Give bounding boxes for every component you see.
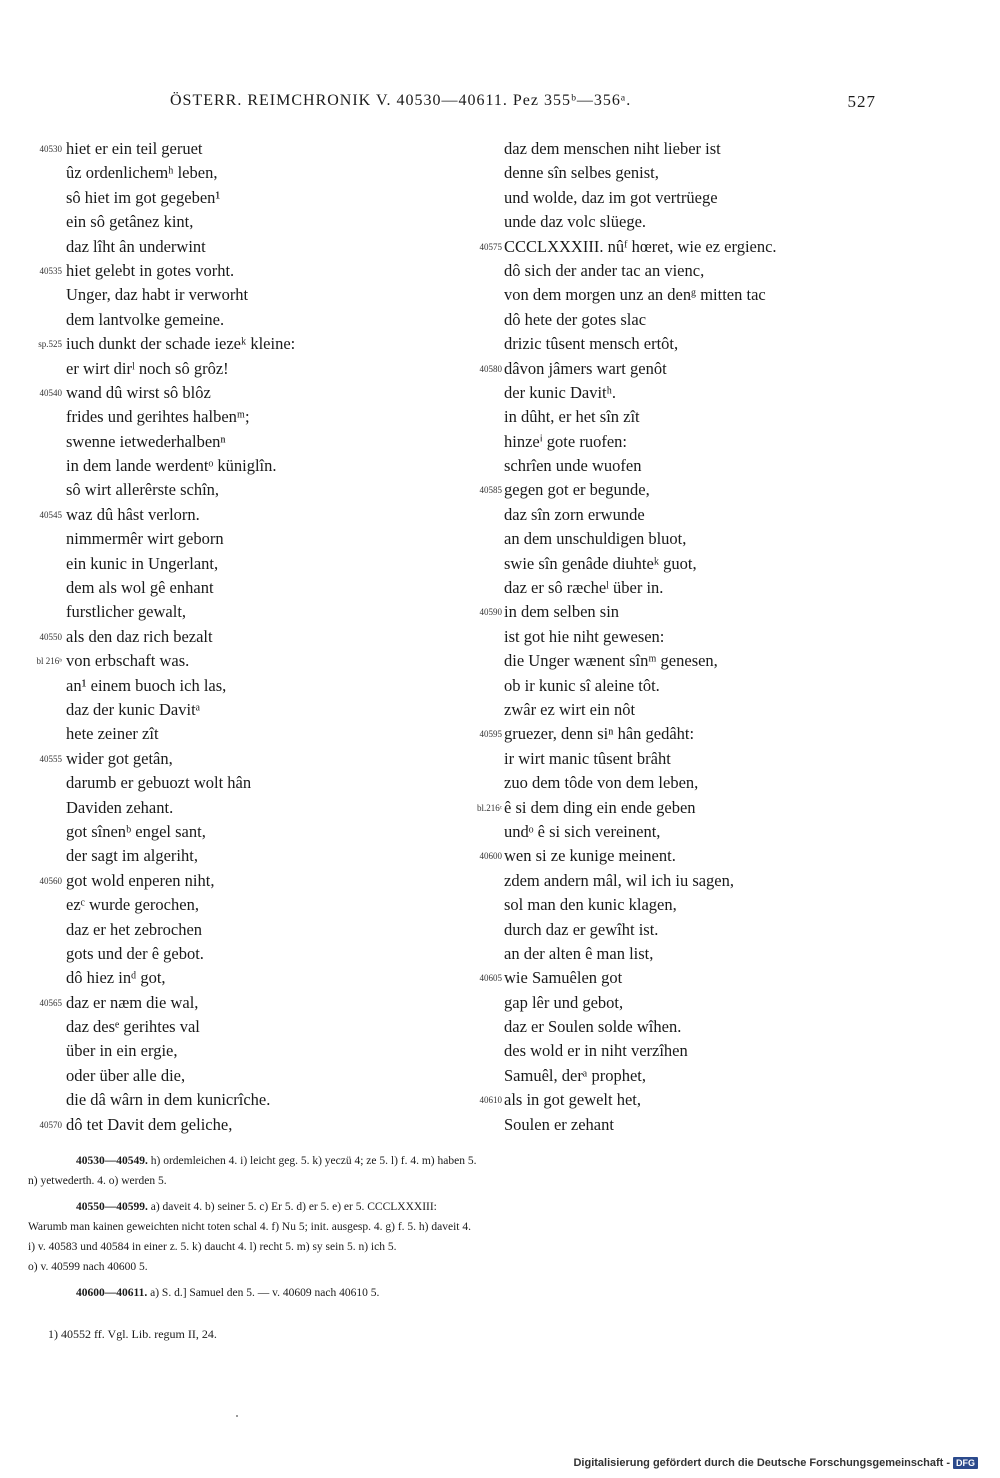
- verse-line: [462, 235, 902, 259]
- verse-line: [22, 918, 462, 942]
- verse-line: [22, 625, 462, 649]
- apparatus-text: a) daveit 4. b) seiner 5. c) Er 5. d) er 5. e) er 5. CCCLXXXIII:: [150, 1201, 437, 1213]
- apparatus-text: Warumb man kainen geweichten nicht toten schal 4. f) Nu 5; init. ausgesp. 4. g) f. 5. h) daveit 4.: [28, 1221, 471, 1233]
- verse-line: [462, 1015, 902, 1039]
- verse-text: undᵒ ê si sich vereinent,: [504, 821, 661, 841]
- verse-text: zdem andern mâl, wil ich iu sagen,: [504, 870, 735, 890]
- verse-line: [22, 357, 462, 381]
- verse-text: wie Samuêlen got: [504, 968, 623, 988]
- apparatus-line: [28, 1151, 888, 1171]
- verse-text: an¹ einem buoch ich las,: [66, 675, 227, 695]
- verse-line: [22, 503, 462, 527]
- verse-line: [462, 698, 902, 722]
- line-number: 40600: [479, 851, 502, 862]
- verse-line: [22, 478, 462, 502]
- verse-text: Unger, daz habt ir verworht: [66, 285, 249, 305]
- verse-line: [22, 771, 462, 795]
- verse-text: nimmermêr wirt geborn: [66, 529, 224, 549]
- verse-line: [462, 405, 902, 429]
- verse-line: [22, 161, 462, 185]
- verse-line: [462, 722, 902, 746]
- verse-line: [22, 332, 462, 356]
- verse-text: von erbschaft was.: [66, 651, 190, 671]
- verse-text: die dâ wârn in dem kunicrîche.: [66, 1090, 271, 1110]
- verse-line: [22, 381, 462, 405]
- verse-line: [22, 991, 462, 1015]
- verse-line: [462, 527, 902, 551]
- verse-text: daz der kunic Davitᵃ: [66, 699, 201, 719]
- verse-text: dô sich der ander tac an vienc,: [504, 260, 705, 280]
- verse-line: [462, 576, 902, 600]
- verse-text: daz desᵉ gerihtes val: [66, 1017, 200, 1037]
- verse-line: [22, 210, 462, 234]
- verse-text: daz er Soulen solde wîhen.: [504, 1017, 682, 1037]
- verse-text: Soulen er zehant: [504, 1114, 614, 1134]
- verse-text: dô hete der gotes slac: [504, 309, 647, 329]
- verse-line: [462, 1039, 902, 1063]
- verse-line: [22, 1088, 462, 1112]
- page-number: 527: [847, 92, 876, 111]
- apparatus-range: 40550—40599.: [76, 1201, 148, 1213]
- verse-line: [22, 308, 462, 332]
- verse-text: gots und der ê gebot.: [66, 943, 204, 963]
- verse-text: swenne ietwederhalbenⁿ: [66, 431, 226, 451]
- apparatus-line: [28, 1197, 888, 1217]
- verse-line: [22, 186, 462, 210]
- verse-text: got sînenᵇ engel sant,: [66, 821, 206, 841]
- apparatus-block: [28, 1283, 888, 1303]
- verse-line: [462, 600, 902, 624]
- verse-line: [22, 869, 462, 893]
- verse-text: dâvon jâmers wart genôt: [504, 358, 667, 378]
- verse-text: des wold er in niht verzîhen: [504, 1041, 688, 1061]
- verse-text: in dem selben sin: [504, 602, 620, 622]
- apparatus-block: [28, 1197, 888, 1277]
- verse-text: wen si ze kunige meinent.: [504, 846, 676, 866]
- verse-text: hiet er ein teil geruet: [66, 139, 203, 158]
- verse-text: er wirt dirˡ noch sô grôz!: [66, 358, 229, 378]
- verse-line: [22, 576, 462, 600]
- verse-text: die Unger wænent sînᵐ genesen,: [504, 651, 718, 671]
- print-speck: [236, 1415, 238, 1417]
- verse-text: gegen got er begunde,: [504, 480, 650, 500]
- verse-text: an der alten ê man list,: [504, 943, 654, 963]
- verse-line: [22, 844, 462, 868]
- verse-line: [22, 137, 462, 161]
- critical-apparatus: [28, 1151, 888, 1309]
- line-number: bl.216ᶜ: [476, 802, 502, 813]
- line-number: 40545: [39, 509, 62, 520]
- apparatus-text: i) v. 40583 und 40584 in einer z. 5. k) daucht 4. l) recht 5. m) sy sein 5. n) ich 5.: [28, 1241, 397, 1253]
- right-text-column: [462, 137, 902, 1137]
- apparatus-text: o) v. 40599 nach 40600 5.: [28, 1261, 148, 1273]
- verse-text: daz er het zebrochen: [66, 919, 203, 939]
- verse-text: ê si dem ding ein ende geben: [504, 797, 696, 817]
- verse-text: hete zeiner zît: [66, 724, 159, 744]
- verse-text: zwâr ez wirt ein nôt: [504, 699, 636, 719]
- verse-text: zuo dem tôde von dem leben,: [504, 773, 699, 793]
- verse-line: [462, 161, 902, 185]
- verse-text: iuch dunkt der schade iezeᵏ kleine:: [66, 334, 296, 354]
- verse-line: [22, 527, 462, 551]
- verse-text: durch daz er gewîht ist.: [504, 919, 659, 939]
- running-header: [170, 92, 890, 110]
- verse-text: furstlicher gewalt,: [66, 602, 187, 622]
- line-number: 40530: [39, 144, 62, 154]
- verse-line: [22, 1039, 462, 1063]
- apparatus-range: 40530—40549.: [76, 1155, 148, 1167]
- verse-text: oder über alle die,: [66, 1065, 186, 1085]
- verse-line: [22, 1015, 462, 1039]
- verse-line: [462, 552, 902, 576]
- verse-line: [22, 674, 462, 698]
- line-number: 40560: [39, 875, 62, 886]
- verse-text: in dûht, er het sîn zît: [504, 407, 640, 427]
- verse-text: hinzeⁱ gote ruofen:: [504, 431, 627, 451]
- verse-text: daz sîn zorn erwunde: [504, 504, 645, 524]
- verse-line: [462, 893, 902, 917]
- verse-line: [22, 600, 462, 624]
- verse-line: [22, 820, 462, 844]
- verse-line: [462, 942, 902, 966]
- verse-text: waz dû hâst verlorn.: [66, 504, 200, 524]
- apparatus-text: n) yetwederth. 4. o) werden 5.: [28, 1175, 167, 1187]
- verse-line: [462, 1088, 902, 1112]
- verse-text: wand dû wirst sô blôz: [66, 382, 211, 402]
- verse-text: als den daz rich bezalt: [66, 626, 213, 646]
- verse-line: [462, 503, 902, 527]
- verse-text: der sagt im algeriht,: [66, 846, 198, 866]
- verse-text: sol man den kunic klagen,: [504, 895, 677, 915]
- verse-line: [22, 747, 462, 771]
- verse-line: [462, 991, 902, 1015]
- line-number: 40605: [479, 973, 502, 984]
- header-title: ÖSTERR. REIMCHRONIK V. 40530—40611. Pez 355ᵇ—356ᵃ.: [170, 92, 632, 109]
- verse-line: [462, 478, 902, 502]
- verse-line: [462, 357, 902, 381]
- line-number: 40610: [479, 1095, 502, 1106]
- line-number: 40585: [479, 485, 502, 496]
- verse-text: ein kunic in Ungerlant,: [66, 553, 219, 573]
- apparatus-range: 40600—40611.: [76, 1287, 148, 1299]
- apparatus-line: [28, 1217, 888, 1237]
- verse-text: CCCLXXXIII. nûᶠ hœret, wie ez ergienc.: [504, 236, 777, 256]
- verse-text: wider got getân,: [66, 748, 173, 768]
- verse-text: dem als wol gê enhant: [66, 578, 214, 598]
- line-number: 40575: [479, 241, 502, 252]
- apparatus-line: [28, 1257, 888, 1277]
- verse-text: dô hiez inᵈ got,: [66, 968, 166, 988]
- verse-line: [462, 283, 902, 307]
- verse-text: von dem morgen unz an denᵍ mitten tac: [504, 285, 766, 305]
- verse-line: [462, 649, 902, 673]
- verse-line: [462, 625, 902, 649]
- verse-line: [22, 1113, 462, 1137]
- verse-text: unde daz volc slüege.: [504, 212, 647, 232]
- verse-text: und wolde, daz im got vertrüege: [504, 187, 718, 207]
- verse-text: an dem unschuldigen bluot,: [504, 529, 687, 549]
- verse-text: gap lêr und gebot,: [504, 992, 624, 1012]
- apparatus-text: h) ordemleichen 4. i) leicht geg. 5. k) yeczü 4; ze 5. l) f. 4. m) haben 5.: [150, 1155, 477, 1167]
- verse-line: [22, 722, 462, 746]
- line-number: bl 216ᵇ: [36, 656, 62, 667]
- verse-line: [462, 259, 902, 283]
- line-number: sp.525: [38, 339, 62, 350]
- verse-line: [462, 820, 902, 844]
- verse-line: [462, 308, 902, 332]
- verse-text: ob ir kunic sî aleine tôt.: [504, 675, 660, 695]
- verse-text: als in got gewelt het,: [504, 1090, 642, 1110]
- verse-line: [22, 283, 462, 307]
- line-number: 40595: [479, 729, 502, 740]
- verse-text: ist got hie niht gewesen:: [504, 626, 665, 646]
- verse-line: [462, 869, 902, 893]
- verse-line: [462, 918, 902, 942]
- verse-text: drizic tûsent mensch ertôt,: [504, 334, 679, 354]
- verse-line: [22, 942, 462, 966]
- verse-text: schrîen unde wuofen: [504, 456, 642, 476]
- verse-line: [22, 649, 462, 673]
- verse-line: [462, 747, 902, 771]
- verse-line: [22, 405, 462, 429]
- verse-text: der kunic Davitʰ.: [504, 382, 617, 402]
- verse-line: [462, 674, 902, 698]
- verse-text: daz er sô ræcheˡ über in.: [504, 578, 664, 598]
- verse-text: Daviden zehant.: [66, 797, 174, 817]
- verse-line: [462, 454, 902, 478]
- verse-line: [22, 235, 462, 259]
- line-number: 40570: [39, 1119, 62, 1130]
- verse-line: [462, 186, 902, 210]
- verse-line: [462, 1113, 902, 1137]
- verse-line: [462, 332, 902, 356]
- line-number: 40550: [39, 631, 62, 642]
- line-number: 40555: [39, 753, 62, 764]
- verse-line: [22, 454, 462, 478]
- verse-line: [462, 796, 902, 820]
- verse-text: über in ein ergie,: [66, 1041, 178, 1061]
- credit-text: Digitalisierung gefördert durch die Deutsche Forschungsgemeinschaft -: [573, 1457, 950, 1469]
- verse-text: ezᶜ wurde gerochen,: [66, 895, 199, 915]
- line-number: 40590: [479, 607, 502, 618]
- apparatus-text: a) S. d.] Samuel den 5. — v. 40609 nach 40610 5.: [150, 1287, 380, 1299]
- verse-text: sô wirt allerêrste schîn,: [66, 480, 220, 500]
- verse-line: [22, 796, 462, 820]
- verse-text: ûz ordenlichemʰ leben,: [66, 163, 218, 183]
- verse-line: [22, 1064, 462, 1088]
- verse-line: [22, 552, 462, 576]
- left-text-column: [22, 137, 462, 1137]
- verse-text: hiet gelebt in gotes vorht.: [66, 260, 235, 280]
- verse-line: [462, 771, 902, 795]
- verse-line: [22, 893, 462, 917]
- verse-text: sô hiet im got gegeben¹: [66, 187, 221, 207]
- apparatus-block: [28, 1151, 888, 1191]
- verse-text: ir wirt manic tûsent brâht: [504, 748, 671, 768]
- verse-line: [462, 966, 902, 990]
- dfg-credit: [573, 1456, 978, 1470]
- verse-text: got wold enperen niht,: [66, 870, 215, 890]
- verse-text: daz er næm die wal,: [66, 992, 199, 1012]
- apparatus-line: [28, 1237, 888, 1257]
- verse-text: dem lantvolke gemeine.: [66, 309, 225, 329]
- verse-text: daz dem menschen niht lieber ist: [504, 139, 721, 158]
- verse-line: [462, 137, 902, 161]
- verse-line: [22, 430, 462, 454]
- verse-line: [22, 698, 462, 722]
- verse-line: [462, 210, 902, 234]
- line-number: 40540: [39, 387, 62, 398]
- line-number: 40535: [39, 265, 62, 276]
- verse-text: daz lîht ân underwint: [66, 236, 206, 256]
- verse-line: [462, 430, 902, 454]
- verse-text: in dem lande werdentᵒ küniglîn.: [66, 456, 277, 476]
- verse-text: dô tet Davit dem geliche,: [66, 1114, 233, 1134]
- verse-text: gruezer, denn siⁿ hân gedâht:: [504, 724, 695, 744]
- verse-text: swie sîn genâde diuhteᵏ guot,: [504, 553, 697, 573]
- verse-text: Samuêl, derᵃ prophet,: [504, 1065, 646, 1085]
- verse-text: darumb er gebuozt wolt hân: [66, 773, 252, 793]
- verse-line: [462, 1064, 902, 1088]
- apparatus-line: [28, 1171, 888, 1191]
- line-number: 40565: [39, 997, 62, 1008]
- dfg-logo: DFG: [953, 1457, 978, 1469]
- verse-line: [462, 381, 902, 405]
- verse-line: [22, 966, 462, 990]
- verse-text: frides und gerihtes halbenᵐ;: [66, 407, 250, 427]
- footnote: 1) 40552 ff. Vgl. Lib. regum II, 24.: [48, 1327, 217, 1341]
- verse-text: denne sîn selbes genist,: [504, 163, 659, 183]
- verse-text: ein sô getânez kint,: [66, 212, 194, 232]
- line-number: 40580: [479, 363, 502, 374]
- verse-line: [462, 844, 902, 868]
- verse-line: [22, 259, 462, 283]
- apparatus-line: [28, 1283, 888, 1303]
